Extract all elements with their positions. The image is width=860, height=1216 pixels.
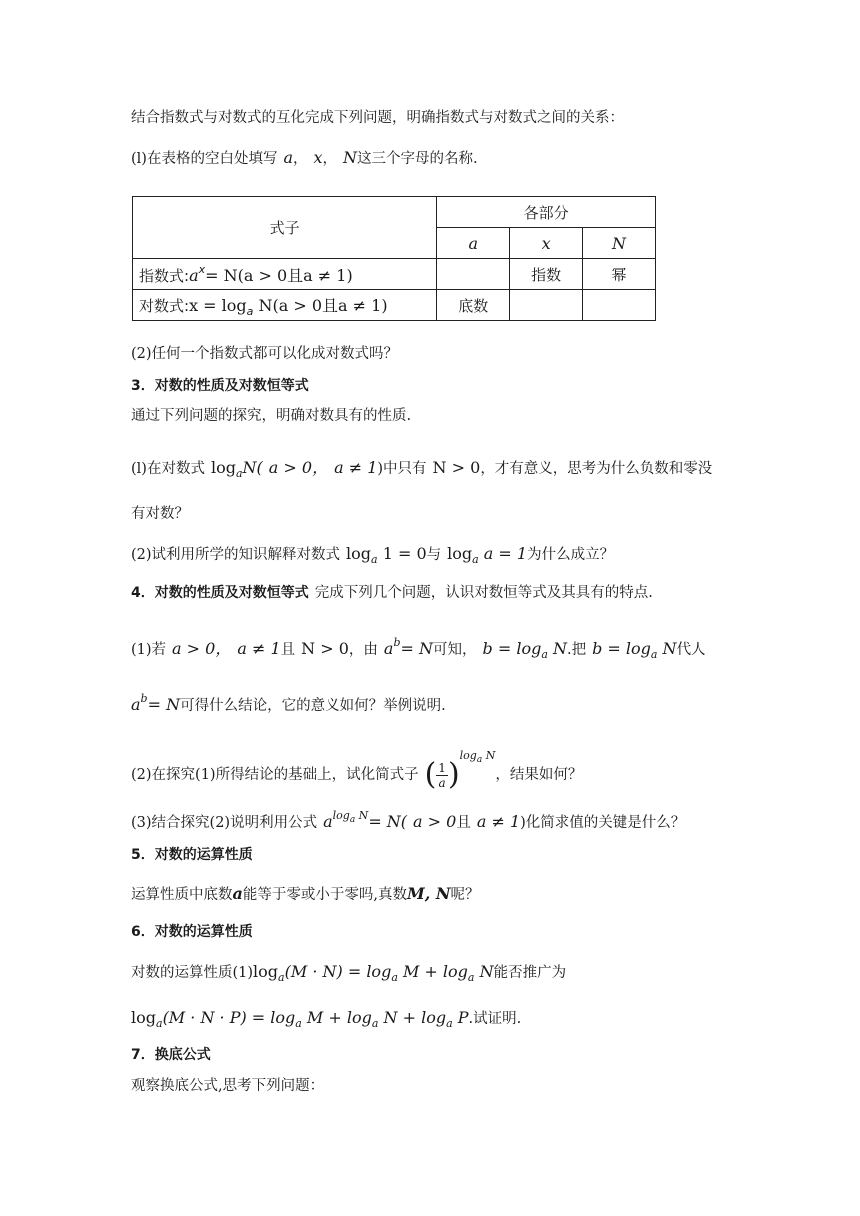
section-7-title: 7．换底公式 — [131, 1047, 211, 1063]
section-7-intro: 观察换底公式,思考下列问题： — [131, 1078, 325, 1094]
row-log-n — [583, 290, 656, 321]
section-4-question-3: (3)结合探究(2)说明利用公式 $a^{log_a N}= N$( a > 0且 a ≠ 1)化简求值的关键是什么？ — [131, 809, 686, 831]
question-1: (l)在表格的空白处填写 a， x， N这三个字母的名称. — [131, 148, 478, 167]
section-3-question-1-cont: 有对数？ — [131, 506, 189, 522]
section-3-intro: 通过下列问题的探究，明确对数具有的性质. — [131, 408, 412, 424]
section-4-question-1: (1)若 a > 0， a ≠ 1且 N > 0，由 $a^b= N$可知， $b = \log_a N$.把 $b = \log_a N$代人 — [131, 636, 706, 661]
row-exponential-x: 指数 — [510, 259, 583, 290]
section-6-question-cont: $\log_a(M \cdot N \cdot P) = \log_a M + \log_a N + \log_a P$.试证明. — [131, 1008, 522, 1030]
question-2: (2)任何一个指数式都可以化成对数式吗？ — [131, 346, 399, 362]
row-log-formula: 对数式:x = $\log_a N(a > 0$且a ≠ 1) — [133, 290, 437, 321]
log-exp-table — [132, 196, 656, 321]
header-n: N — [583, 228, 656, 259]
section-3-question-1: (l)在对数式 $\log_aN$( a > 0， a ≠ 1)中只有 N > 0，才有意义，思考为什么负数和零没 — [131, 458, 713, 480]
row-exponential-a — [437, 259, 510, 290]
section-5-title: 5．对数的运算性质 — [131, 847, 253, 863]
section-6-question: 对数的运算性质$(1)\log_a(M \cdot N) = \log_a M + \log_a N$能否推广为 — [131, 962, 567, 984]
section-3-question-2: (2)试利用所学的知识解释对数式 $\log_a 1 = 0$与 $\log_a a = 1$为什么成立？ — [131, 544, 615, 566]
section-4-title: 4．对数的性质及对数恒等式 完成下列几个问题，认识对数恒等式及其具有的特点. — [131, 585, 653, 601]
section-6-title: 6．对数的运算性质 — [131, 924, 253, 940]
row-exponential-formula: 指数式$:a^x= N(a > 0$且a ≠ 1) — [133, 259, 437, 290]
row-log-x — [510, 290, 583, 321]
row-exponential-n: 幂 — [583, 259, 656, 290]
header-a: a — [437, 228, 510, 259]
fraction-one-over-a: $\frac{1}{a}$ — [438, 760, 446, 790]
intro-paragraph: 结合指数式与对数式的互化完成下列问题，明确指数式与对数式之间的关系： — [131, 110, 624, 126]
header-formula: 式子 — [133, 197, 437, 259]
header-x: x — [510, 228, 583, 259]
row-log-a: 底数 — [437, 290, 510, 321]
header-parts: 各部分 — [437, 197, 656, 228]
section-3-title: 3．对数的性质及对数恒等式 — [131, 378, 309, 394]
section-4-question-1-cont: $a^b= N$可得什么结论，它的意义如何？举例说明. — [131, 692, 446, 714]
section-5-question: 运算性质中底数a能等于零或小于零吗,真数M, N呢？ — [131, 884, 480, 903]
section-4-question-2: (2)在探究(1)所得结论的基础上，试化简式子 ( $\frac{1}{a}$ )$^{log_a N}$，结果如何？ — [131, 749, 583, 792]
